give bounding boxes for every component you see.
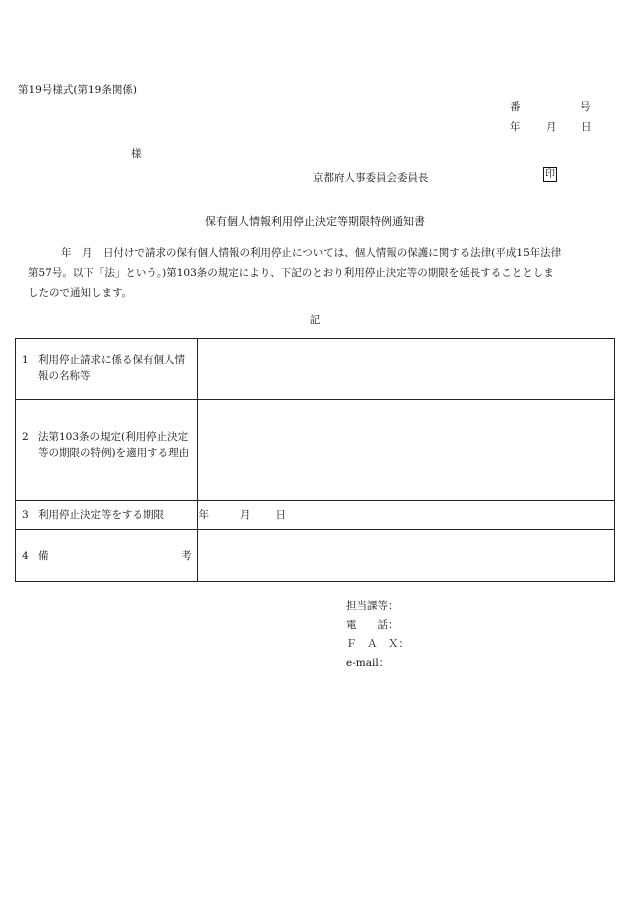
table-row: [16, 501, 615, 530]
table-row: [16, 339, 615, 400]
date-month-label: 月: [546, 121, 557, 133]
row-label: [16, 339, 198, 400]
row-number: 4: [22, 549, 29, 562]
body-line: 第57号。以下「法」という。)第103条の規定により、下記のとおり利用停止決定等の期限を延長することとしま: [28, 267, 554, 279]
row-label-text: 利用停止請求に係る保有個人情報の名称等: [38, 354, 185, 382]
section-heading: 記: [309, 314, 321, 326]
body-paragraph: [28, 243, 613, 303]
number-suffix-label: 号: [580, 101, 591, 113]
reason-field[interactable]: [198, 400, 615, 501]
remarks-field[interactable]: [198, 530, 615, 582]
deadline-day-label: 日: [275, 509, 286, 521]
row-label: [16, 530, 198, 582]
form-number: 第19号様式(第19条関係): [18, 84, 137, 96]
contact-block: [346, 597, 409, 673]
recipient-honorific: 様: [131, 148, 142, 160]
table-row: [16, 530, 615, 582]
seal-mark: 印: [545, 169, 555, 180]
table-row: [16, 400, 615, 501]
remarks-label-right: 考: [180, 549, 192, 562]
row-label-text: 利用停止決定等をする期限: [38, 509, 164, 521]
contact-phone-label: 電 話：: [346, 619, 399, 631]
row-number: 2: [22, 431, 29, 443]
row-number: 3: [22, 509, 29, 521]
row-label-text: 法第103条の規定(利用停止決定等の期限の特例)を適用する理由: [38, 431, 190, 459]
row-label: [16, 501, 198, 530]
row-number: 1: [22, 354, 29, 366]
date-day-label: 日: [581, 121, 592, 133]
number-label: 番: [510, 101, 521, 113]
row-label: [16, 400, 198, 501]
details-table: [15, 338, 615, 582]
body-line: 年 月 日付けで請求の保有個人情報の利用停止については、個人情報の保護に関する法律(平成15年法律: [61, 247, 562, 259]
deadline-month-label: 月: [239, 509, 251, 521]
name-field[interactable]: [198, 339, 615, 400]
body-line: したので通知します。: [28, 287, 133, 299]
remarks-label-left: 備: [38, 549, 49, 562]
sender-name: 京都府人事委員会委員長: [313, 172, 429, 184]
document-title: 保有個人情報利用停止決定等期限特例通知書: [205, 215, 425, 228]
deadline-year-label: 年: [198, 509, 209, 521]
contact-fax-label: Ｆ Ａ Ｘ：: [346, 638, 409, 650]
contact-email-label: e-mail：: [346, 657, 390, 669]
contact-dept-label: 担当課等：: [346, 600, 399, 612]
deadline-date-field[interactable]: [198, 501, 615, 530]
date-year-label: 年: [510, 121, 521, 133]
